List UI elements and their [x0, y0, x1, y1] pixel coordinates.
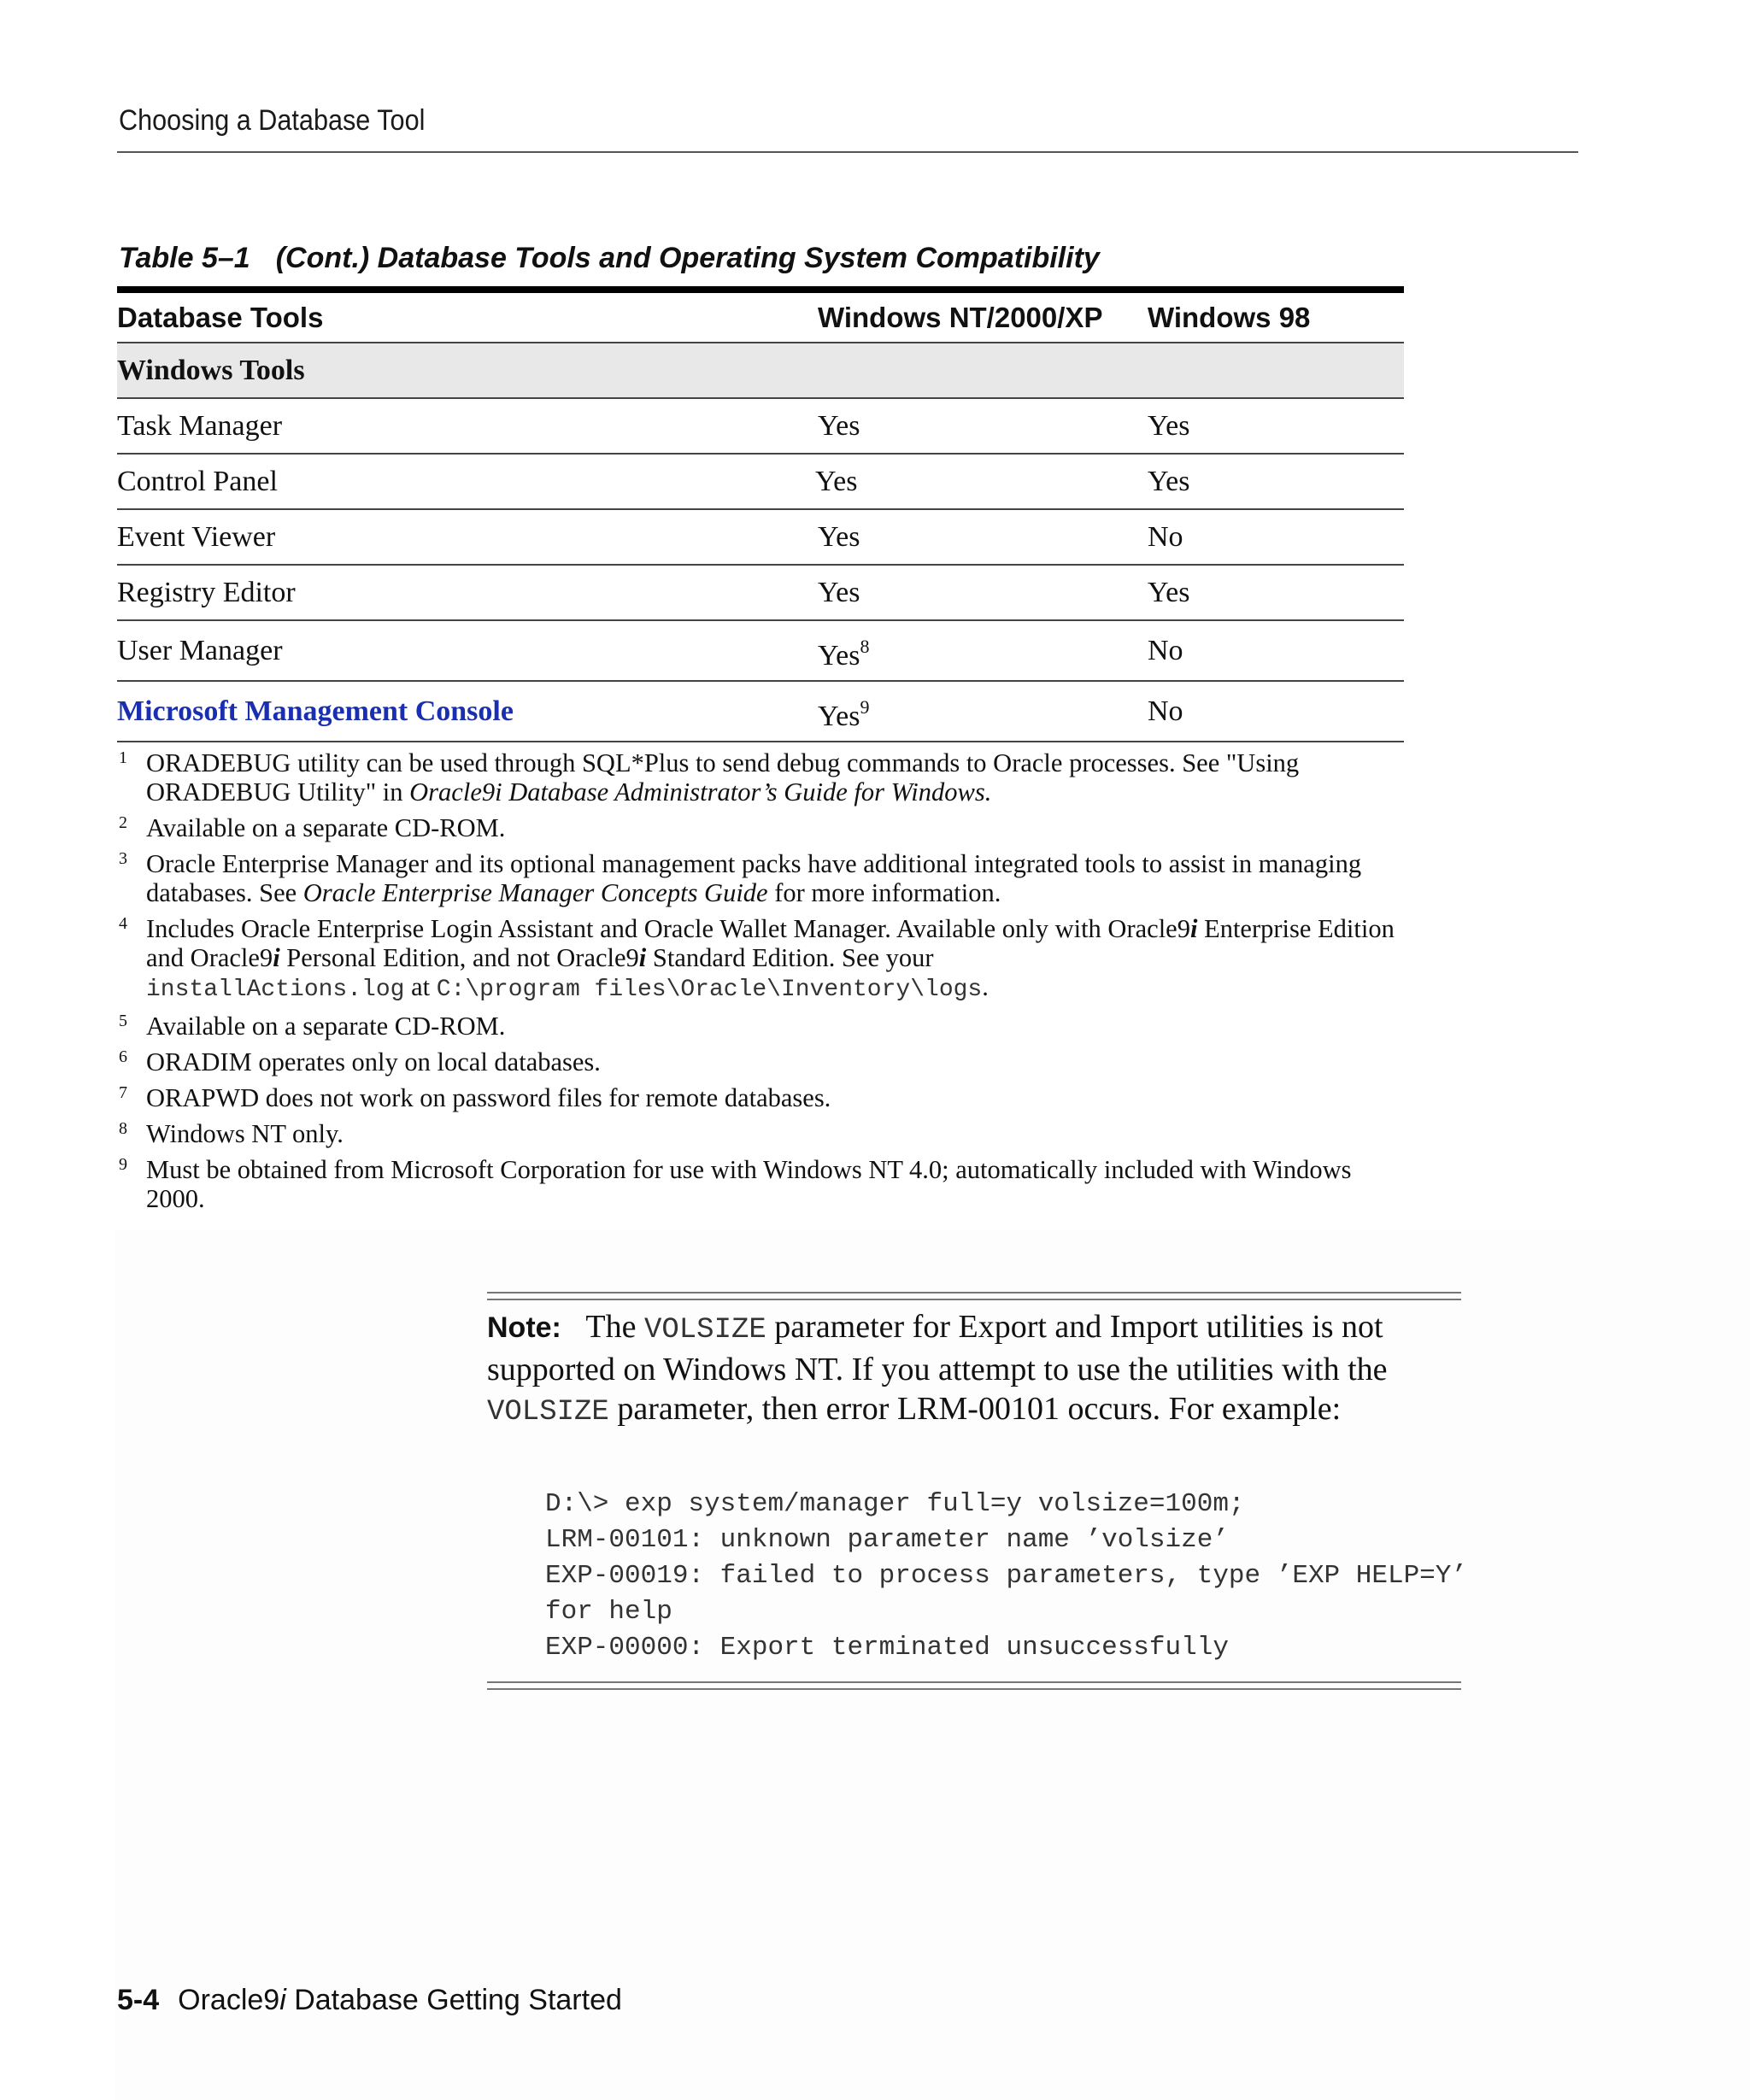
nt-support: Yes [818, 509, 1148, 565]
table-row [117, 398, 1404, 454]
tool-name: Control Panel [117, 454, 818, 509]
column-header-nt: Windows NT/2000/XP [818, 290, 1148, 343]
book-title: Oracle9i Database Getting Started [178, 1984, 622, 2016]
table-title: (Cont.) Database Tools and Operating System Compatibility [275, 242, 1100, 274]
note-label: Note: [487, 1311, 561, 1344]
table-row [117, 681, 1404, 742]
footnote-ref[interactable]: 8 [860, 635, 870, 657]
footnote-4: 4 Includes Oracle Enterprise Login Assistant and Oracle Wallet Manager. Available only with Oracle9i Enterprise Edition and Oracle9i Personal Edition, and not Oracle9i Standard Edition. See your installActions.log at C:\program files\Oracle\Inventory\logs. [119, 914, 1395, 1003]
footnote-7: 7 ORAPWD does not work on password files for remote databases. [119, 1083, 831, 1112]
nt-support: Yes$^8$ [818, 620, 1148, 681]
nt-support: Yes [818, 398, 1148, 454]
group-label: Windows Tools [117, 343, 818, 398]
footnote-9: 9 Must be obtained from Microsoft Corporation for use with Windows NT 4.0; automatically included with Windows 2000. [119, 1155, 1352, 1213]
table-row [117, 620, 1404, 681]
note-bottom-rule [487, 1681, 1461, 1690]
header-rule [117, 151, 1578, 153]
w98-support: Yes [1148, 454, 1404, 509]
code-example: D:\> exp system/manager full=y volsize=100m; LRM-00101: unknown parameter name ’volsize’ EXP-00019: failed to process parameters, type ’EXP HELP=Y’ for help EXP-00000: Export terminated unsuccessfully [545, 1489, 1467, 1663]
page-number: 5-4 [117, 1984, 160, 2016]
footnote-6: 6 ORADIM operates only on local databases. [119, 1047, 601, 1076]
table-number: Table 5–1 [119, 242, 250, 274]
nt-support: Yes$^9$ [818, 681, 1148, 742]
running-head: Choosing a Database Tool [119, 104, 426, 137]
w98-support: No [1148, 509, 1404, 565]
footnote-3: 3 Oracle Enterprise Manager and its optional management packs have additional integrated tools to assist in managing databases. See Oracle Enterprise Manager Concepts Guide for more information. [119, 849, 1362, 907]
table-row [117, 565, 1404, 620]
w98-support: No [1148, 620, 1404, 681]
tool-name: Task Manager [117, 398, 818, 454]
footnote-8: 8 Windows NT only. [119, 1119, 344, 1148]
table-row [117, 454, 1404, 509]
nt-support: Yes [818, 565, 1148, 620]
footnote-ref[interactable]: 9 [860, 695, 870, 718]
w98-support: No [1148, 681, 1404, 742]
page-footer [117, 1984, 622, 2017]
note: Note: The VOLSIZE parameter for Export and Import utilities is not supported on Windows NT. If you attempt to use the utilities with the VOLSIZE parameter, then error LRM-00101 occurs. For example: [487, 1309, 1388, 1428]
tool-name: Event Viewer [117, 509, 818, 565]
table-caption [119, 242, 1100, 275]
footnote-2: 2 Available on a separate CD-ROM. [119, 813, 506, 842]
tool-name-link[interactable]: Microsoft Management Console [117, 681, 818, 742]
w98-support: Yes [1148, 565, 1404, 620]
compatibility-table [117, 286, 1404, 742]
note-top-rule [487, 1292, 1461, 1300]
nt-support: Yes [818, 454, 1148, 509]
table-group-row [117, 343, 1404, 398]
footnotes [117, 748, 1416, 1220]
tool-name: User Manager [117, 620, 818, 681]
column-header-tools: Database Tools [117, 290, 818, 343]
footnote-5: 5 Available on a separate CD-ROM. [119, 1012, 506, 1041]
w98-support: Yes [1148, 398, 1404, 454]
tool-name: Registry Editor [117, 565, 818, 620]
table-row [117, 509, 1404, 565]
footnote-1: 1 ORADEBUG utility can be used through SQL*Plus to send debug commands to Oracle processes. See "Using ORADEBUG Utility" in Oracle9i Database Administrator’s Guide for Windows. [119, 748, 1300, 807]
table-header-row [117, 290, 1404, 343]
column-header-w98: Windows 98 [1148, 290, 1404, 343]
